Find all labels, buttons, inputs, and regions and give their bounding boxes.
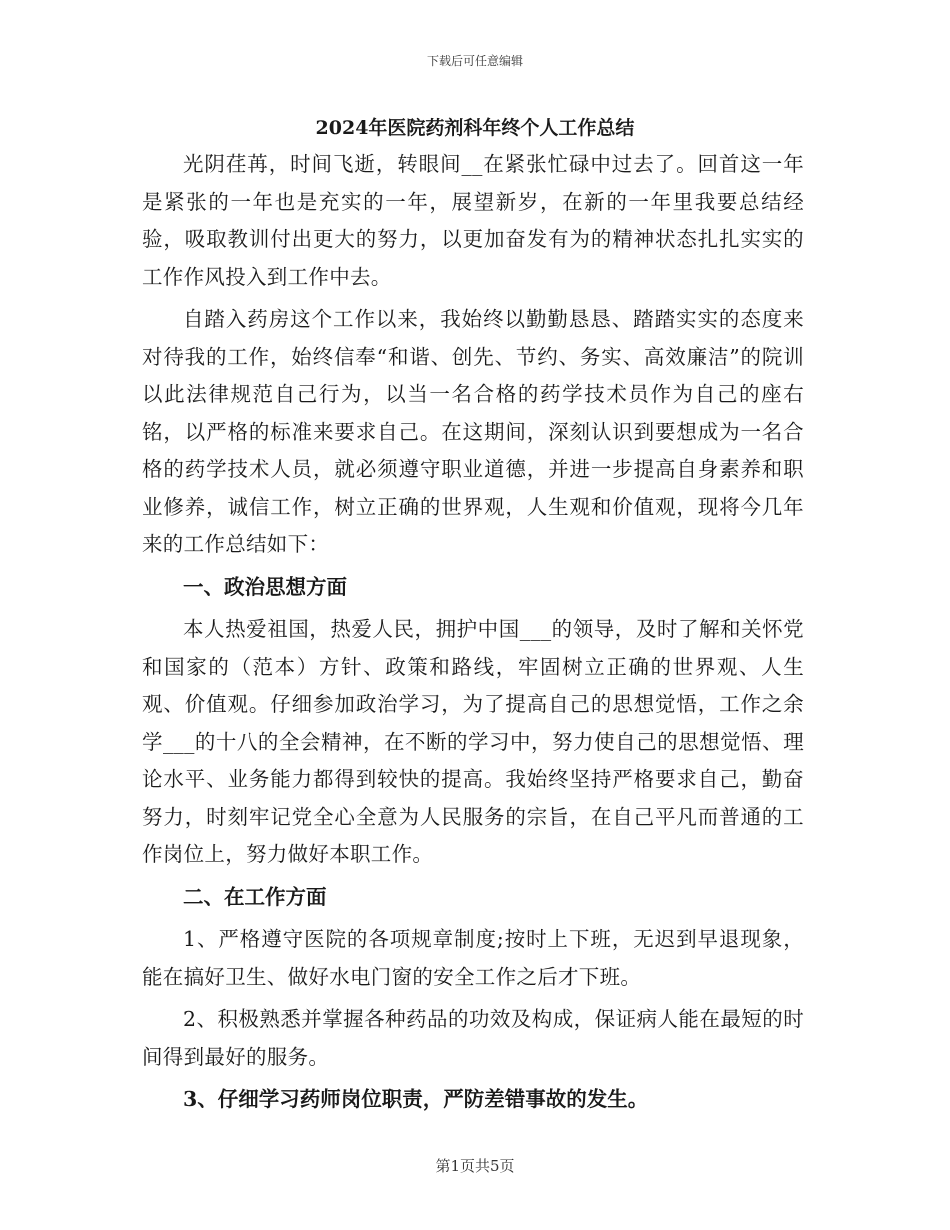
section-heading-political: 一、政治思想方面	[183, 574, 347, 599]
political-paragraph: 本人热爱祖国，热爱人民，拥护中国___的领导，及时了解和关怀党和国家的（范本）方针、政策和路线，牢固树立正确的世界观、人生观、价值观。仔细参加政治学习，为了提高自己的思想觉悟，工作之余学___的十八的全会精神，在不断的学习中，努力使自己的思想觉悟、理论水平、业务能力都得到较快的提高。我始终坚持严格要求自己，勤奋努力，时刻牢记党全心全意为人民服务的宗旨，在自己平凡而普通的工作岗位上，努力做好本职工作。	[142, 617, 804, 866]
work-item-3: 3、仔细学习药师岗位职责，严防差错事故的发生。	[183, 1087, 649, 1111]
work-item-2: 2、积极熟悉并掌握各种药品的功效及构成，保证病人能在最短的时间得到最好的服务。	[142, 1007, 804, 1069]
intro-paragraph: 光阴荏苒，时间飞逝，转眼间__在紧张忙碌中过去了。回首这一年是紧张的一年也是充实的一年，展望新岁，在新的一年里我要总结经验，吸取教训付出更大的努力，以更加奋发有为的精神状态扎扎实实的工作作风投入到工作中去。	[142, 152, 804, 289]
section-heading-work: 二、在工作方面	[183, 884, 327, 909]
document-title: 2024年医院药剂科年终个人工作总结	[315, 117, 635, 139]
document-body	[142, 146, 804, 1124]
background-paragraph: 自踏入药房这个工作以来，我始终以勤勤恳恳、踏踏实实的态度来对待我的工作，始终信奉“和谐、创先、节约、务实、高效廉洁”的院训以此法律规范自己行为，以当一名合格的药学技术员作为自己的座右铭，以严格的标准来要求自己。在这期间，深刻认识到要想成为一名合格的药学技术人员，就必须遵守职业道德，并进一步提高自身素养和职业修养，诚信工作，树立正确的世界观，人生观和价值观，现将今几年来的工作总结如下：	[142, 307, 804, 556]
page-number: 第1页共5页	[435, 1157, 515, 1175]
work-item-1: 1、严格遵守医院的各项规章制度;按时上下班，无迟到早退现象，能在搞好卫生、做好水电门窗的安全工作之后才下班。	[142, 927, 804, 989]
header-note: 下载后可任意编辑	[426, 54, 523, 68]
